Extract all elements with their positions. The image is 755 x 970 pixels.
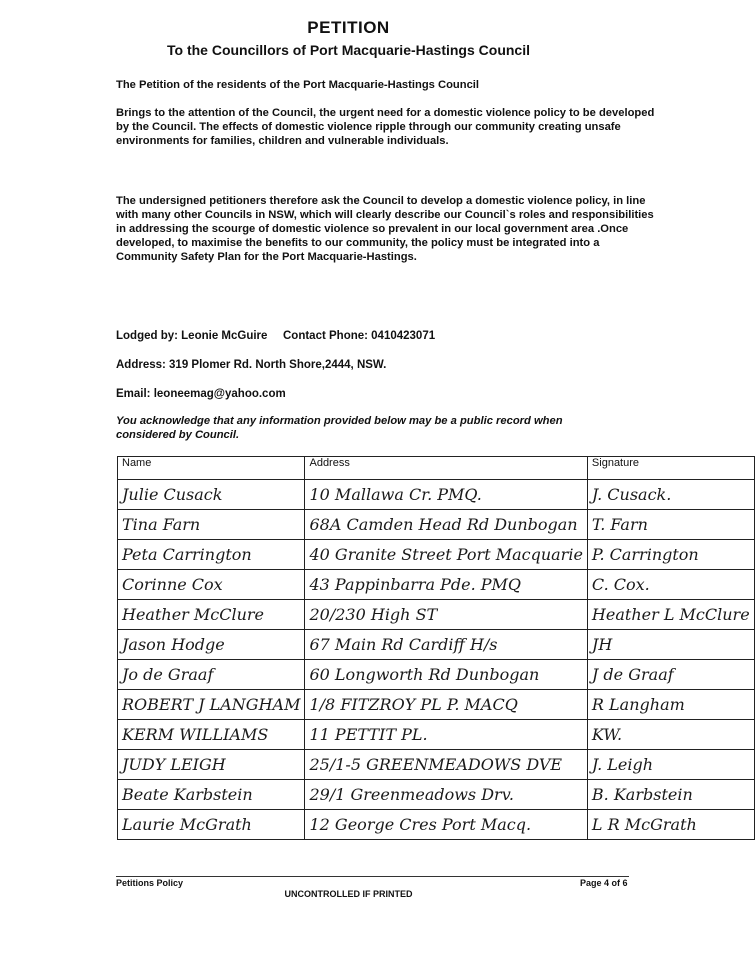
footer-divider <box>116 876 629 877</box>
signer-signature: L R McGrath <box>587 810 754 840</box>
signer-address: 43 Pappinbarra Pde. PMQ <box>305 570 587 600</box>
lodged-by: Lodged by: Leonie McGuire <box>116 330 268 342</box>
signer-signature: T. Farn <box>587 510 754 540</box>
signer-signature: R Langham <box>587 690 754 720</box>
signer-address: 29/1 Greenmeadows Drv. <box>305 780 587 810</box>
table-row <box>118 750 755 780</box>
signer-name: KERM WILLIAMS <box>118 720 305 750</box>
table-row <box>118 690 755 720</box>
table-row <box>118 510 755 540</box>
signer-address: 10 Mallawa Cr. PMQ. <box>305 480 587 510</box>
signer-signature: JH <box>587 630 754 660</box>
signer-signature: C. Cox. <box>587 570 754 600</box>
footer-policy-name: Petitions Policy <box>116 878 184 888</box>
signer-address: 60 Longworth Rd Dunbogan <box>305 660 587 690</box>
signer-signature: P. Carrington <box>587 540 754 570</box>
table-row <box>118 540 755 570</box>
signer-name: Heather McClure <box>118 600 305 630</box>
signer-signature: J. Leigh <box>587 750 754 780</box>
signer-address: 25/1-5 GREENMEADOWS DVE <box>305 750 587 780</box>
signer-signature: B. Karbstein <box>587 780 754 810</box>
uncontrolled-notice: UNCONTROLLED IF PRINTED <box>284 889 413 899</box>
signer-signature: J. Cusack. <box>587 480 754 510</box>
signer-name: Corinne Cox <box>118 570 305 600</box>
table-row <box>118 600 755 630</box>
lodger-email: Email: leoneemag@yahoo.com <box>116 388 286 400</box>
signer-name: ROBERT J LANGHAM <box>118 690 305 720</box>
signer-name: Jason Hodge <box>118 630 305 660</box>
signer-address: 67 Main Rd Cardiff H/s <box>305 630 587 660</box>
document-subtitle: To the Councillors of Port Macquarie-Hastings Council <box>167 42 530 58</box>
signer-address: 12 George Cres Port Macq. <box>305 810 587 840</box>
signer-address: 1/8 FITZROY PL P. MACQ <box>305 690 587 720</box>
page-number: Page 4 of 6 <box>580 878 628 888</box>
petition-concern: Brings to the attention of the Council, the urgent need for a domestic violence policy to be developed by the Council. The effects of domestic violence ripple through our community creating unsafe environments for families, children and vulnerable individuals. <box>116 107 655 147</box>
table-header-row <box>118 457 755 480</box>
table-row <box>118 780 755 810</box>
signer-name: Jo de Graaf <box>118 660 305 690</box>
signer-address: 68A Camden Head Rd Dunbogan <box>305 510 587 540</box>
signer-name: Beate Karbstein <box>118 780 305 810</box>
document-title: PETITION <box>307 18 390 37</box>
table-row <box>118 720 755 750</box>
column-header-signature: Signature <box>587 457 754 480</box>
table-row <box>118 570 755 600</box>
signer-name: Laurie McGrath <box>118 810 305 840</box>
table-row <box>118 480 755 510</box>
column-header-name: Name <box>118 457 305 480</box>
column-header-address: Address <box>305 457 587 480</box>
signer-address: 20/230 High ST <box>305 600 587 630</box>
signer-address: 11 PETTIT PL. <box>305 720 587 750</box>
signer-name: JUDY LEIGH <box>118 750 305 780</box>
signer-signature: J de Graaf <box>587 660 754 690</box>
signer-signature: KW. <box>587 720 754 750</box>
signature-table <box>117 456 755 840</box>
signer-name: Julie Cusack <box>118 480 305 510</box>
signer-address: 40 Granite Street Port Macquarie <box>305 540 587 570</box>
petition-request: The undersigned petitioners therefore ask the Council to develop a domestic violence policy, in line with many other Councils in NSW, which will clearly describe our Council`s roles and responsibilities in addressing the scourge of domestic violence so prevalent in our local government area .Once developed, to maximise the benefits to our community, the policy must be integrated into a Community Safety Plan for the Port Macquarie-Hastings. <box>116 195 654 263</box>
contact-phone: Contact Phone: 0410423071 <box>283 330 436 342</box>
lodger-address: Address: 319 Plomer Rd. North Shore,2444, NSW. <box>116 359 387 371</box>
signer-signature: Heather L McClure <box>587 600 754 630</box>
public-record-notice: You acknowledge that any information provided below may be a public record when considered by Council. <box>116 415 563 441</box>
signer-name: Tina Farn <box>118 510 305 540</box>
petition-intro: The Petition of the residents of the Port Macquarie-Hastings Council <box>116 79 480 91</box>
table-row <box>118 630 755 660</box>
table-row <box>118 810 755 840</box>
table-row <box>118 660 755 690</box>
signer-name: Peta Carrington <box>118 540 305 570</box>
